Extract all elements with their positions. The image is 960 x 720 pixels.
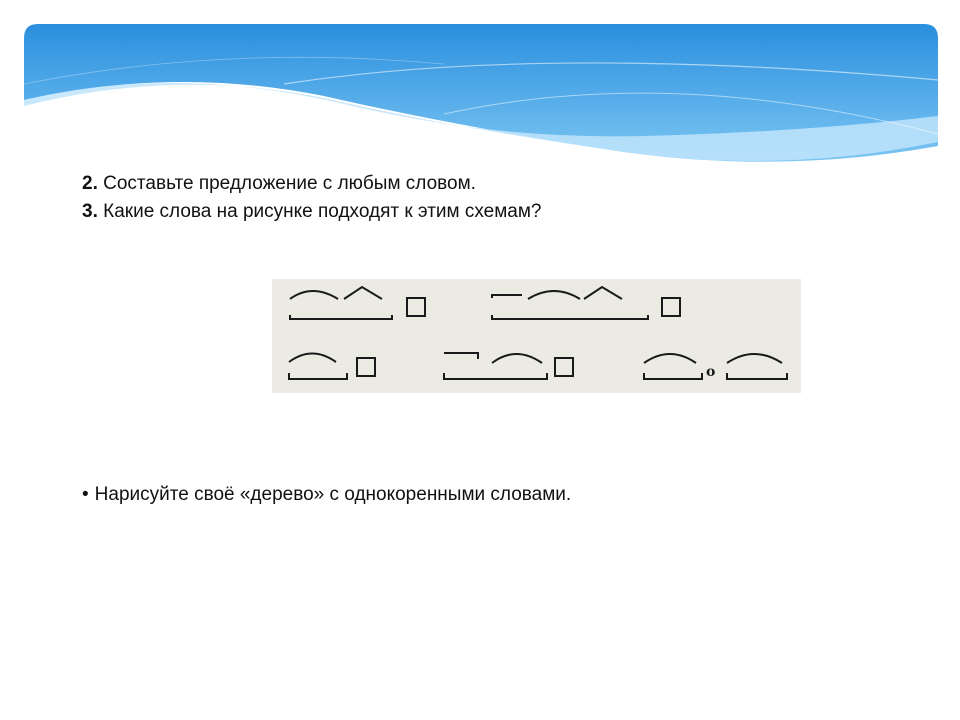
task-3 xyxy=(82,202,541,221)
scheme-1 xyxy=(290,287,425,319)
bullet-instruction xyxy=(82,485,571,504)
task-2 xyxy=(82,174,476,193)
bullet-marker: • xyxy=(82,484,89,505)
scheme-3 xyxy=(289,354,375,380)
scheme-5 xyxy=(644,354,787,379)
task-2-number: 2. xyxy=(82,173,98,194)
word-scheme-image xyxy=(272,279,801,393)
connector-letter: о xyxy=(706,364,716,380)
word-scheme-diagram xyxy=(272,279,801,393)
bullet-text: Нарисуйте своё «дерево» с однокоренными словами. xyxy=(94,484,572,505)
task-3-text: Какие слова на рисунке подходят к этим схемам? xyxy=(103,201,542,222)
scheme-4 xyxy=(444,353,573,379)
task-3-number: 3. xyxy=(82,201,98,222)
header-wave-banner xyxy=(24,24,938,174)
scheme-2 xyxy=(492,287,680,319)
task-2-text: Составьте предложение с любым словом. xyxy=(103,173,476,194)
